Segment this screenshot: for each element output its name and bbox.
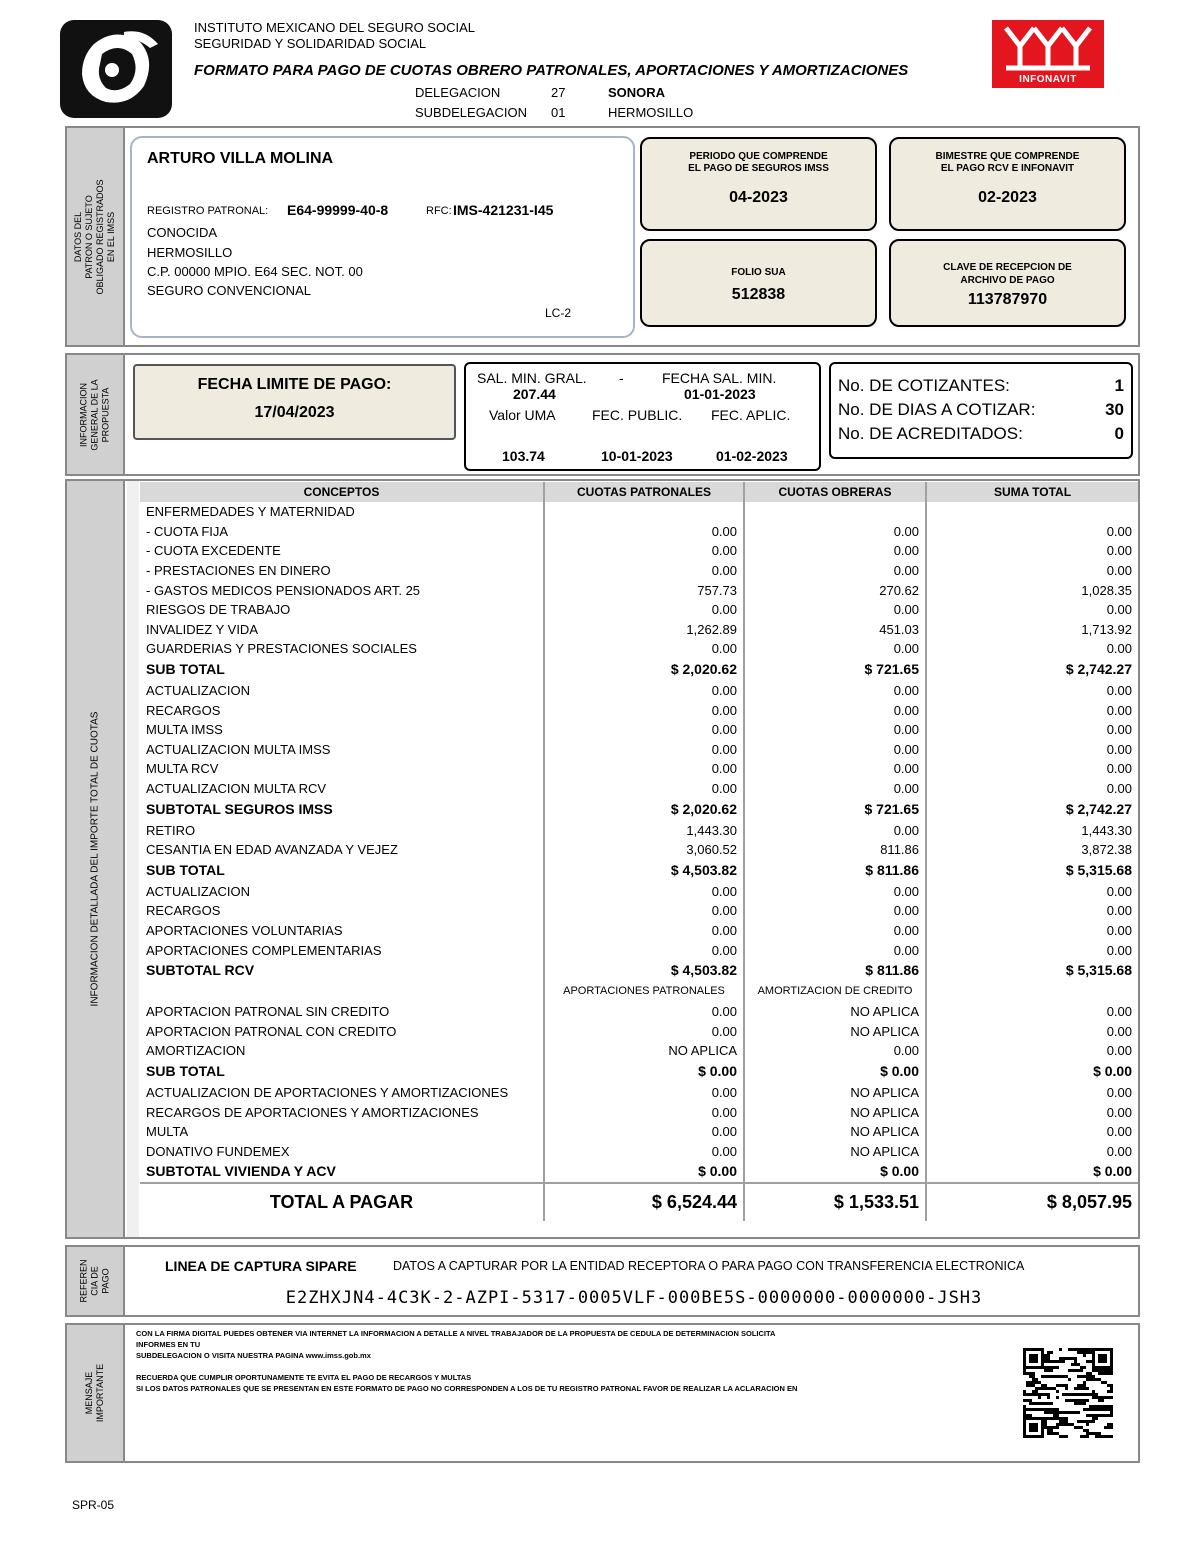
table-cell: 0.00 (744, 820, 926, 840)
table-cell: AMORTIZACION (140, 1041, 544, 1061)
table-cell: 0.00 (544, 681, 744, 701)
table-row (140, 1002, 1138, 1022)
folio-label: FOLIO SUA (731, 267, 786, 278)
table-header-cell: CUOTAS PATRONALES (544, 482, 744, 502)
folio-value: 512838 (731, 286, 786, 303)
table-cell: $ 0.00 (1093, 1063, 1132, 1080)
institute-name: INSTITUTO MEXICANO DEL SEGURO SOCIAL (194, 20, 475, 35)
table-cell: SUB TOTAL (140, 1061, 544, 1083)
table-cell: 0.00 (1106, 883, 1132, 899)
table-cell: 0.00 (544, 561, 744, 581)
table-cell: 0.00 (1106, 1084, 1132, 1100)
table-row (140, 840, 1138, 860)
fec-aplic-label: FEC. APLIC. (711, 407, 791, 423)
table-cell: $ 811.86 (744, 860, 926, 882)
registro-patronal: E64-99999-40-8 (287, 202, 389, 218)
fec-public-value: 10-01-2023 (601, 448, 673, 464)
table-cell: 0.00 (744, 639, 926, 659)
imss-logo (60, 20, 172, 118)
table-row (140, 921, 1138, 941)
table-row (140, 620, 1138, 640)
bimestre-value: 02-2023 (978, 189, 1037, 206)
table-cell: AMORTIZACION DE CREDITO (744, 982, 926, 1002)
table-cell: 0.00 (544, 921, 744, 941)
qr-code (1023, 1348, 1113, 1438)
table-cell: 0.00 (1106, 1104, 1132, 1120)
table-cell: $ 2,742.27 (1065, 800, 1132, 817)
table-row (140, 982, 1138, 1002)
table-cell: NO APLICA (744, 1102, 926, 1122)
fecha-sal-label: FECHA SAL. MIN. (662, 370, 777, 386)
table-cell: $ 5,315.68 (1065, 862, 1132, 878)
table-cell: INVALIDEZ Y VIDA (140, 620, 544, 640)
table-row (140, 940, 1138, 960)
table-row (140, 541, 1138, 561)
table-row (140, 820, 1138, 840)
folio-box (640, 239, 877, 327)
table-cell: RECARGOS DE APORTACIONES Y AMORTIZACIONES (140, 1102, 544, 1122)
table-cell (140, 982, 544, 1002)
sal-min-dash: - (619, 370, 624, 386)
table-cell: $ 721.65 (744, 659, 926, 681)
bimestre-label: BIMESTRE QUE COMPRENDE EL PAGO RCV E INFONAVIT (935, 151, 1080, 174)
table-row (140, 522, 1138, 542)
table-cell: RECARGOS (140, 700, 544, 720)
table-cell: 0.00 (544, 1102, 744, 1122)
table-cell: 0.00 (1106, 741, 1132, 757)
subdelegacion-number: 01 (551, 105, 566, 120)
table-cell: $ 2,020.62 (544, 798, 744, 820)
table-cell: 0.00 (544, 522, 744, 542)
registro-label: REGISTRO PATRONAL: (147, 205, 269, 217)
fecha-limite-box (133, 364, 456, 440)
table-cell: $ 1,533.51 (744, 1183, 926, 1221)
table-cell: 0.00 (744, 921, 926, 941)
subtotal-row (140, 960, 1138, 982)
table-cell: 0.00 (744, 720, 926, 740)
clave-box (889, 239, 1126, 327)
table-cell: 0.00 (544, 541, 744, 561)
address-line-2: HERMOSILLO (147, 245, 233, 260)
table-cell (744, 502, 926, 522)
dias-value: 30 (1105, 400, 1124, 419)
table-cell: 0.00 (544, 1002, 744, 1022)
table-cell: 0.00 (1106, 641, 1132, 657)
subdelegacion-name: HERMOSILLO (608, 105, 694, 120)
fec-public-label: FEC. PUBLIC. (592, 407, 683, 423)
patron-code: LC-2 (545, 306, 572, 320)
infonavit-logo (992, 20, 1104, 88)
linea-captura-code: E2ZHXJN4-4C3K-2-AZPI-5317-0005VLF-000BE5S-0000000-0000000-JSH3 (285, 1288, 983, 1308)
table-cell: MULTA RCV (140, 759, 544, 779)
address-line-4: SEGURO CONVENCIONAL (147, 283, 311, 298)
table-cell: 0.00 (1106, 563, 1132, 579)
table-cell: APORTACIONES COMPLEMENTARIAS (140, 940, 544, 960)
table-row (140, 1141, 1138, 1161)
subtotal-row (140, 1061, 1138, 1083)
table-cell: 0.00 (744, 940, 926, 960)
table-cell: RIESGOS DE TRABAJO (140, 600, 544, 620)
table-cell: ACTUALIZACION (140, 681, 544, 701)
delegacion-name: SONORA (608, 85, 666, 100)
table-cell: 0.00 (1106, 722, 1132, 738)
table-cell: 0.00 (744, 600, 926, 620)
table-cell: NO APLICA (744, 1021, 926, 1041)
table-cell: - CUOTA FIJA (140, 522, 544, 542)
table-cell: $ 0.00 (544, 1061, 744, 1083)
table-cell: 0.00 (744, 740, 926, 760)
table-cell: 757.73 (544, 580, 744, 600)
table-cell: SUBTOTAL SEGUROS IMSS (140, 798, 544, 820)
table-row (140, 901, 1138, 921)
table-cell: $ 811.86 (744, 960, 926, 982)
section-detalle-label: INFORMACION DETALLADA DEL IMPORTE TOTAL DE CUOTAS (89, 711, 101, 1007)
table-cell: 0.00 (544, 1122, 744, 1142)
table-cell: SUB TOTAL (140, 659, 544, 681)
table-cell: 0.00 (544, 1021, 744, 1041)
mensaje-line-1: CON LA FIRMA DIGITAL PUEDES OBTENER VIA INTERNET LA INFORMACION A DETALLE A NIVEL TRABAJADOR DE LA PROPUESTA DE CEDULA DE DETERMINACION SOLICITA (136, 1329, 776, 1338)
table-cell: - PRESTACIONES EN DINERO (140, 561, 544, 581)
cuotas-table (140, 482, 1138, 1221)
table-row (140, 580, 1138, 600)
table-cell: 0.00 (744, 681, 926, 701)
table-cell: 0.00 (1106, 602, 1132, 618)
table-cell: 0.00 (1106, 1023, 1132, 1039)
table-row (140, 681, 1138, 701)
table-cell: 0.00 (1106, 781, 1132, 797)
table-cell: 0.00 (744, 779, 926, 799)
section-patron-label: DATOS DEL PATRON O SUJETO OBLIGADO REGISTRADOS EN EL IMSS (73, 178, 116, 295)
table-cell: 0.00 (744, 901, 926, 921)
table-cell: 0.00 (544, 940, 744, 960)
table-cell: 0.00 (544, 779, 744, 799)
table-cell: 0.00 (1106, 942, 1132, 958)
table-header-cell: CONCEPTOS (140, 482, 544, 502)
table-cell: NO APLICA (744, 1083, 926, 1103)
infonavit-logo-text: INFONAVIT (1019, 74, 1077, 85)
table-cell: 0.00 (1106, 761, 1132, 777)
table-cell: 0.00 (544, 1083, 744, 1103)
table-cell: 1,443.30 (544, 820, 744, 840)
table-cell: 0.00 (1106, 922, 1132, 938)
table-cell: 0.00 (744, 1041, 926, 1061)
table-cell: $ 0.00 (744, 1161, 926, 1183)
table-cell: 0.00 (544, 759, 744, 779)
table-row (140, 882, 1138, 902)
table-cell: NO APLICA (744, 1002, 926, 1022)
table-cell: ACTUALIZACION MULTA RCV (140, 779, 544, 799)
table-cell: ENFERMEDADES Y MATERNIDAD (140, 502, 544, 522)
table-cell: 3,060.52 (544, 840, 744, 860)
table-cell: 0.00 (744, 541, 926, 561)
section-general-label-area (67, 355, 125, 474)
table-cell: 0.00 (544, 639, 744, 659)
section-mensaje-label-area (67, 1325, 125, 1461)
table-cell: MULTA IMSS (140, 720, 544, 740)
table-cell: - CUOTA EXCEDENTE (140, 541, 544, 561)
acreditados-value: 0 (1114, 424, 1124, 443)
fec-aplic-value: 01-02-2023 (716, 448, 788, 464)
table-header-cell: SUMA TOTAL (926, 482, 1138, 502)
mensaje-line-2: INFORMES EN TU (136, 1340, 201, 1349)
table-cell: NO APLICA (744, 1122, 926, 1142)
table-cell (544, 502, 744, 522)
table-cell: 0.00 (544, 882, 744, 902)
subtotal-row (140, 798, 1138, 820)
table-cell: 0.00 (744, 522, 926, 542)
table-cell: TOTAL A PAGAR (140, 1183, 544, 1221)
table-cell: $ 2,742.27 (1065, 661, 1132, 678)
table-row (140, 1041, 1138, 1061)
bimestre-box (889, 137, 1126, 231)
uma-label: Valor UMA (489, 407, 556, 423)
table-row (140, 759, 1138, 779)
patron-name: ARTURO VILLA MOLINA (147, 150, 334, 167)
fecha-limite-value: 17/04/2023 (254, 404, 335, 421)
table-cell: 0.00 (1106, 543, 1132, 559)
rfc-label: RFC: (426, 205, 452, 217)
table-row (140, 1102, 1138, 1122)
section-general-label: INFORMACION GENERAL DE LA PROPUESTA (78, 378, 111, 451)
linea-captura-desc: DATOS A CAPTURAR POR LA ENTIDAD RECEPTORA O PARA PAGO CON TRANSFERENCIA ELECTRONICA (393, 1259, 1025, 1273)
table-cell: 0.00 (544, 901, 744, 921)
table-cell: NO APLICA (544, 1041, 744, 1061)
mensaje-line-3: SUBDELEGACION O VISITA NUESTRA PAGINA www.imss.gob.mx (136, 1351, 371, 1360)
fecha-limite-label: FECHA LIMITE DE PAGO: (197, 376, 392, 393)
table-cell: 0.00 (1106, 1143, 1132, 1159)
table-row (140, 639, 1138, 659)
table-cell: $ 8,057.95 (926, 1183, 1138, 1221)
table-row (140, 779, 1138, 799)
table-cell: 270.62 (744, 580, 926, 600)
table-cell (926, 502, 1138, 522)
delegacion-number: 27 (551, 85, 566, 100)
table-row (140, 502, 1138, 522)
table-cell: $ 4,503.82 (544, 860, 744, 882)
dias-label: No. DE DIAS A COTIZAR: (838, 400, 1036, 419)
table-cell: RETIRO (140, 820, 544, 840)
table-cell: - GASTOS MEDICOS PENSIONADOS ART. 25 (140, 580, 544, 600)
table-row (140, 1083, 1138, 1103)
table-cell: 1,713.92 (1081, 621, 1132, 637)
table-cell: SUBTOTAL VIVIENDA Y ACV (140, 1161, 544, 1183)
table-cell: $ 721.65 (744, 798, 926, 820)
table-cell: $ 6,524.44 (544, 1183, 744, 1221)
table-cell: 0.00 (744, 759, 926, 779)
sal-min-value: 207.44 (513, 386, 556, 402)
table-cell: 1,028.35 (1081, 582, 1132, 598)
table-cell: 3,872.38 (1081, 842, 1132, 858)
mensaje-line-5: SI LOS DATOS PATRONALES QUE SE PRESENTAN EN ESTE FORMATO DE PAGO NO CORRESPONDEN A LOS DE TU REGISTRO PATRONAL FAVOR DE REALIZAR LA ACLARACION EN (136, 1384, 798, 1393)
table-cell: $ 5,315.68 (1065, 962, 1132, 979)
table-cell: CESANTIA EN EDAD AVANZADA Y VEJEZ (140, 840, 544, 860)
table-cell (926, 982, 1138, 1002)
table-cell: GUARDERIAS Y PRESTACIONES SOCIALES (140, 639, 544, 659)
subtotal-row (140, 659, 1138, 681)
table-cell: 451.03 (744, 620, 926, 640)
table-row (140, 700, 1138, 720)
table-cell: 0.00 (1106, 1004, 1132, 1020)
subdelegacion-label: SUBDELEGACION (415, 105, 527, 120)
acreditados-label: No. DE ACREDITADOS: (838, 424, 1023, 443)
table-cell: MULTA (140, 1122, 544, 1142)
document-title: FORMATO PARA PAGO DE CUOTAS OBRERO PATRONALES, APORTACIONES Y AMORTIZACIONES (194, 62, 909, 79)
table-header-row (140, 482, 1138, 502)
table-cell: SUB TOTAL (140, 860, 544, 882)
table-cell: $ 2,020.62 (544, 659, 744, 681)
table-cell: $ 0.00 (1093, 1163, 1132, 1180)
table-cell: 0.00 (544, 1141, 744, 1161)
clave-value: 113787970 (967, 291, 1048, 308)
table-cell: 1,262.89 (544, 620, 744, 640)
section-detalle-label-area (67, 481, 125, 1237)
table-cell: 0.00 (1106, 1043, 1132, 1059)
linea-captura-label: LINEA DE CAPTURA SIPARE (165, 1258, 357, 1274)
table-row (140, 600, 1138, 620)
rfc-value: IMS-421231-I45 (453, 202, 554, 218)
table-cell: 0.00 (544, 700, 744, 720)
table-cell: $ 0.00 (744, 1061, 926, 1083)
table-cell: ACTUALIZACION MULTA IMSS (140, 740, 544, 760)
table-cell: SUBTOTAL RCV (140, 960, 544, 982)
table-cell: 0.00 (1106, 1124, 1132, 1140)
institute-motto: SEGURIDAD Y SOLIDARIDAD SOCIAL (194, 36, 427, 51)
table-cell: 0.00 (544, 720, 744, 740)
subtotal-row (140, 1161, 1138, 1183)
table-cell: $ 0.00 (544, 1161, 744, 1183)
section-patron-label-area (67, 128, 125, 345)
subtotal-row (140, 860, 1138, 882)
table-gutter (127, 481, 139, 1237)
table-cell: 1,443.30 (1081, 822, 1132, 838)
table-cell: 811.86 (744, 840, 926, 860)
sal-min-label: SAL. MIN. GRAL. (477, 370, 587, 386)
cotizantes-label: No. DE COTIZANTES: (838, 376, 1010, 395)
table-cell: 0.00 (744, 882, 926, 902)
form-code: SPR-05 (72, 1498, 115, 1512)
table-cell: DONATIVO FUNDEMEX (140, 1141, 544, 1161)
periodo-value: 04-2023 (729, 189, 788, 206)
table-cell: $ 4,503.82 (544, 960, 744, 982)
section-mensaje-label: MENSAJE IMPORTANTE (84, 1363, 105, 1423)
table-cell: 0.00 (1106, 523, 1132, 539)
table-cell: 0.00 (1106, 903, 1132, 919)
table-cell: 0.00 (744, 561, 926, 581)
table-cell: NO APLICA (744, 1141, 926, 1161)
table-row (140, 740, 1138, 760)
fecha-sal-value: 01-01-2023 (684, 386, 756, 402)
periodo-box (640, 137, 877, 231)
total-row (140, 1183, 1138, 1221)
table-cell: 0.00 (544, 740, 744, 760)
mensaje-line-4: RECUERDA QUE CUMPLIR OPORTUNAMENTE TE EVITA EL PAGO DE RECARGOS Y MULTAS (136, 1373, 472, 1382)
table-row (140, 720, 1138, 740)
section-referencia-label: REFEREN CIA DE PAGO (78, 1259, 111, 1303)
table-row (140, 1122, 1138, 1142)
table-cell: 0.00 (1106, 702, 1132, 718)
clave-label: CLAVE DE RECEPCION DE ARCHIVO DE PAGO (943, 262, 1072, 286)
table-cell: 0.00 (1106, 683, 1132, 699)
address-line-1: CONOCIDA (147, 225, 218, 240)
delegacion-label: DELEGACION (415, 85, 501, 100)
cotizantes-value: 1 (1114, 376, 1124, 395)
table-row (140, 1021, 1138, 1041)
table-cell: ACTUALIZACION (140, 882, 544, 902)
section-referencia-label-area (67, 1247, 125, 1315)
table-cell: APORTACIONES PATRONALES (544, 982, 744, 1002)
uma-value: 103.74 (502, 448, 545, 464)
table-cell: APORTACIONES VOLUNTARIAS (140, 921, 544, 941)
table-cell: APORTACION PATRONAL SIN CREDITO (140, 1002, 544, 1022)
table-cell: 0.00 (544, 600, 744, 620)
table-cell: 0.00 (744, 700, 926, 720)
table-cell: ACTUALIZACION DE APORTACIONES Y AMORTIZACIONES (140, 1083, 544, 1103)
periodo-label: PERIODO QUE COMPRENDE EL PAGO DE SEGUROS IMSS (688, 151, 829, 174)
table-cell: APORTACION PATRONAL CON CREDITO (140, 1021, 544, 1041)
address-line-3: C.P. 00000 MPIO. E64 SEC. NOT. 00 (147, 264, 363, 279)
table-cell: RECARGOS (140, 901, 544, 921)
table-row (140, 561, 1138, 581)
table-header-cell: CUOTAS OBRERAS (744, 482, 926, 502)
